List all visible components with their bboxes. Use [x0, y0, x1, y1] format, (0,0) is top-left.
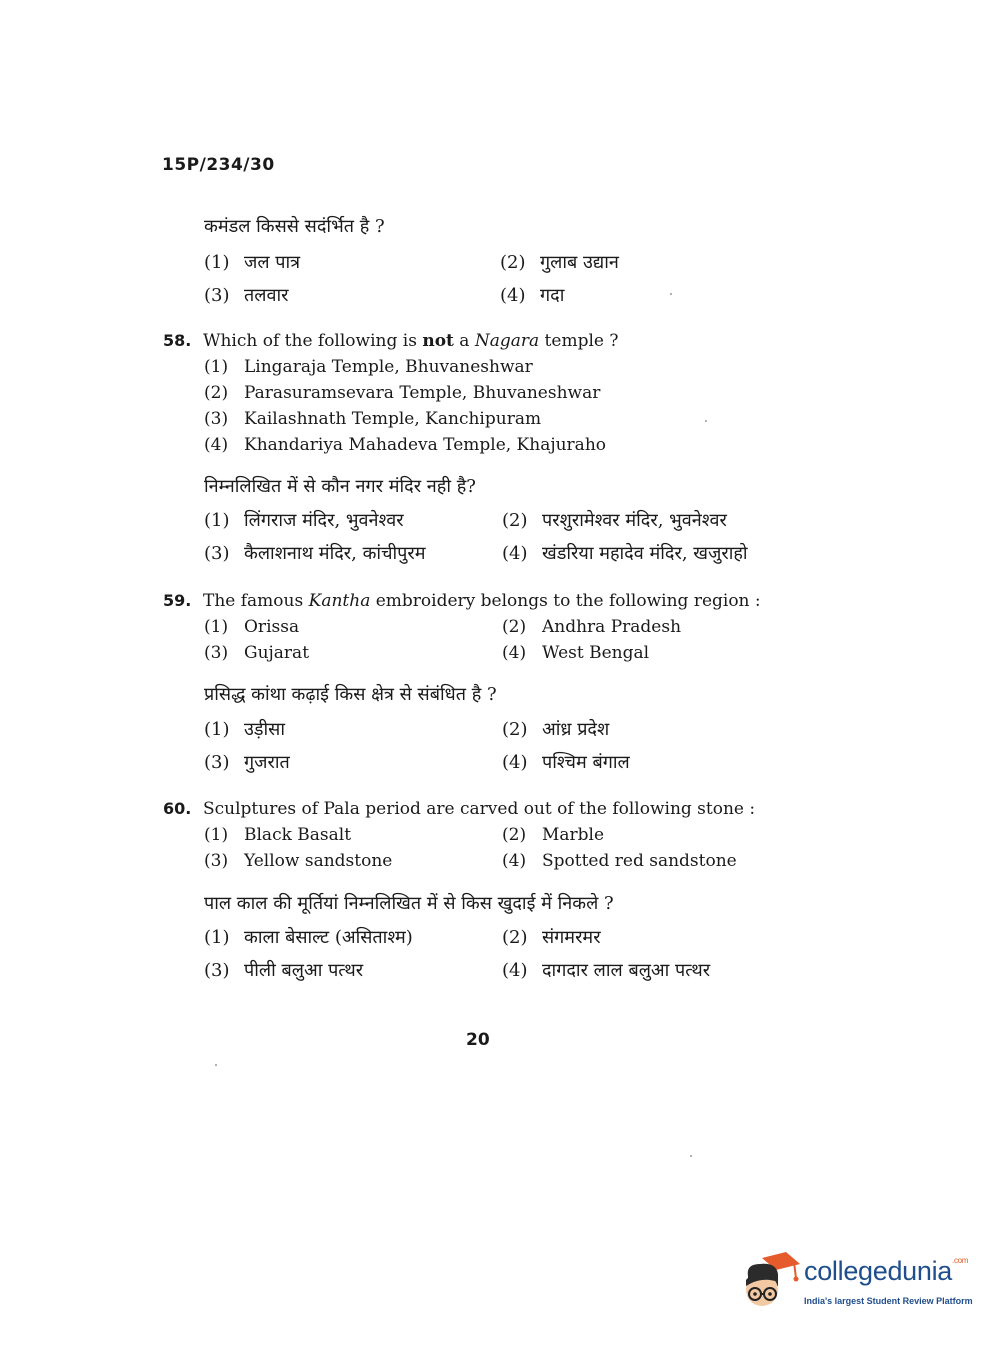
q59-option-4: (4) West Bengal [502, 643, 650, 663]
question-number: 58. [163, 331, 192, 350]
q58-hindi-option-3: (3) कैलाशनाथ मंदिर, कांचीपुरम [204, 543, 426, 564]
q59-option-3: (3) Gujarat [204, 643, 310, 663]
page-number: 20 [466, 1030, 490, 1050]
question-text: Which of the following is not a Nagara temple ? [203, 331, 619, 351]
logo-wordmark: collegedunia$^{.com}$ [804, 1256, 969, 1286]
q58-option-2: (2) Parasuramsevara Temple, Bhuvaneshwar [204, 383, 601, 403]
q57-hindi-option-3: (3) तलवार [204, 285, 289, 306]
page-code: 15P/234/30 [162, 155, 275, 175]
scan-speck [705, 420, 707, 422]
q60-option-3: (3) Yellow sandstone [204, 851, 393, 871]
mascot-icon [742, 1250, 802, 1312]
q59-hindi-option-2: (2) आंध्र प्रदेश [502, 719, 610, 740]
collegedunia-logo[interactable] [742, 1248, 972, 1318]
q58-hindi-option-4: (4) खंडरिया महादेव मंदिर, खजुराहो [502, 543, 748, 564]
q57-hindi-option-1: (1) जल पात्र [204, 252, 301, 273]
question-text: The famous Kantha embroidery belongs to the following region : [203, 591, 761, 611]
scan-speck [215, 1064, 217, 1066]
q60-option-2: (2) Marble [502, 825, 605, 845]
q57-hindi-question: कमंडल किससे सदंर्भित है ? [204, 216, 385, 237]
q59-hindi-option-1: (1) उड़ीसा [204, 719, 285, 740]
q60-hindi-option-3: (3) पीली बलुआ पत्थर [204, 960, 364, 981]
q60-option-1: (1) Black Basalt [204, 825, 352, 845]
question-60 [163, 799, 755, 819]
q58-hindi-question: निम्नलिखित में से कौन नगर मंदिर नही है? [204, 476, 476, 497]
q58-hindi-option-1: (1) लिंगराज मंदिर, भुवनेश्वर [204, 510, 404, 531]
q58-option-4: (4) Khandariya Mahadeva Temple, Khajuraho [204, 435, 607, 455]
q57-hindi-option-2: (2) गुलाब उद्यान [500, 252, 619, 273]
question-number: 59. [163, 591, 192, 610]
question-text: Sculptures of Pala period are carved out of the following stone : [203, 799, 756, 819]
q57-hindi-option-4: (4) गदा [500, 285, 565, 306]
q60-hindi-option-2: (2) संगमरमर [502, 927, 601, 948]
q60-hindi-option-1: (1) काला बेसाल्ट (असिताश्म) [204, 927, 413, 948]
q59-hindi-question: प्रसिद्ध कांथा कढ़ाई किस क्षेत्र से संबंधित है ? [204, 684, 497, 705]
q58-hindi-option-2: (2) परशुरामेश्वर मंदिर, भुवनेश्वर [502, 510, 727, 531]
scan-speck [670, 293, 672, 295]
question-58 [163, 331, 618, 351]
q59-option-2: (2) Andhra Pradesh [502, 617, 682, 637]
q59-option-1: (1) Orissa [204, 617, 300, 637]
q60-hindi-option-4: (4) दागदार लाल बलुआ पत्थर [502, 960, 711, 981]
question-59 [163, 591, 761, 611]
q60-option-4: (4) Spotted red sandstone [502, 851, 737, 871]
scan-speck [690, 1155, 692, 1157]
q58-option-1: (1) Lingaraja Temple, Bhuvaneshwar [204, 357, 533, 377]
q59-hindi-option-3: (3) गुजरात [204, 752, 290, 773]
q58-option-3: (3) Kailashnath Temple, Kanchipuram [204, 409, 542, 429]
q59-hindi-option-4: (4) पश्चिम बंगाल [502, 752, 630, 773]
logo-tagline: India's largest Student Review Platform [804, 1296, 973, 1306]
q60-hindi-question: पाल काल की मूर्तियां निम्नलिखित में से किस खुदाई में निकले ? [204, 893, 614, 914]
question-number: 60. [163, 799, 192, 818]
